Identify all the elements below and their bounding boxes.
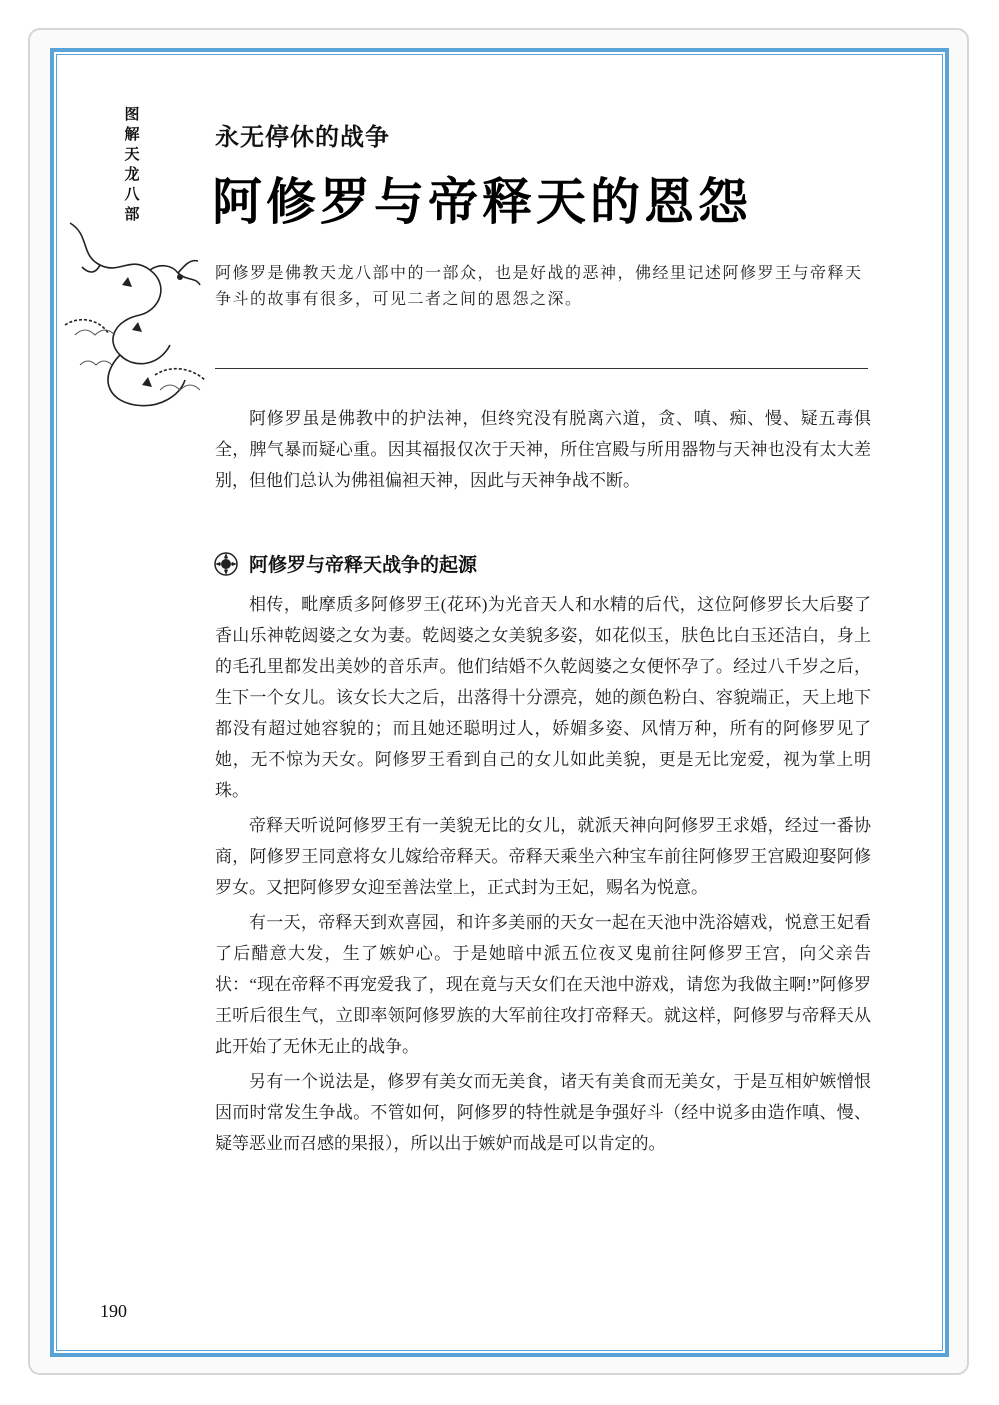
body-paragraph: 相传，毗摩质多阿修罗王(花环)为光音天人和水精的后代，这位阿修罗长大后娶了香山乐神乾闼婆之女为妻。乾闼婆之女美貌多姿，如花似玉，肤色比白玉还洁白，身上的毛孔里都发出美妙的音乐声。他们结婚不久乾闼婆之女便怀孕了。经过八千岁之后，生下一个女儿。该女长大之后，出落得十分漂亮，她的颜色粉白、容貌端正，天上地下都没有超过她容貌的；而且她还聪明过人，娇媚多姿、风情万种，所有的阿修罗见了她，无不惊为天女。阿修罗王看到自己的女儿如此美貌，更是无比宠爱，视为掌上明珠。 [215,595,871,800]
book-title-char: 八 [124,185,140,203]
book-title-vertical [118,104,146,224]
book-title-char: 部 [124,205,140,223]
section-body [215,589,871,1163]
body-paragraph: 帝释天听说阿修罗王有一美貌无比的女儿，就派天神向阿修罗王求婚，经过一番协商，阿修罗王同意将女儿嫁给帝释天。帝释天乘坐六种宝车前往阿修罗王宫殿迎娶阿修罗女。又把阿修罗女迎至善法堂上，正式封为王妃，赐名为悦意。 [215,816,871,897]
book-title-char: 图 [124,105,140,123]
book-title-char: 解 [124,125,140,143]
subtitle: 永无停休的战争 [215,123,390,151]
body-paragraph: 另有一个说法是，修罗有美女而无美食，诸天有美食而无美女，于是互相妒嫉憎恨因而时常发生争战。不管如何，阿修罗的特性就是争强好斗（经中说多由造作嗔、慢、疑等恶业而召感的果报），所以出于嫉妒而战是可以肯定的。 [215,1072,871,1153]
intro-paragraph: 阿修罗是佛教天龙八部中的一部众，也是好战的恶神，佛经里记述阿修罗王与帝释天争斗的故事有很多，可见二者之间的恩怨之深。 [215,263,863,308]
section-heading [213,550,477,577]
lotus-ornament-icon [213,551,239,577]
page-number: 190 [100,1301,127,1321]
book-title-char: 龙 [124,165,140,183]
opening-section [215,403,871,500]
body-paragraph: 有一天，帝释天到欢喜园，和许多美丽的天女一起在天池中洗浴嬉戏，悦意王妃看了后醋意大发，生了嫉妒心。于是她暗中派五位夜叉鬼前往阿修罗王宫，向父亲告状：“现在帝释不再宠爱我了，现在竟与天女们在天池中游戏，请您为我做主啊!”阿修罗王听后很生气，立即率领阿修罗族的大军前往攻打帝释天。就这样，阿修罗与帝释天从此开始了无休无止的战争。 [215,913,871,1056]
body-paragraph: 阿修罗虽是佛教中的护法神，但终究没有脱离六道，贪、嗔、痴、慢、疑五毒俱全，脾气暴而疑心重。因其福报仅次于天神，所住宫殿与所用器物与天神也没有太大差别，但他们总认为佛祖偏袒天神，因此与天神争战不断。 [215,409,871,490]
page-title: 阿修罗与帝释天的恩怨 [212,173,752,231]
divider [215,368,868,369]
section-heading-text: 阿修罗与帝释天战争的起源 [249,554,478,576]
book-title-char: 天 [124,145,140,163]
dragon-illustration [60,215,210,415]
